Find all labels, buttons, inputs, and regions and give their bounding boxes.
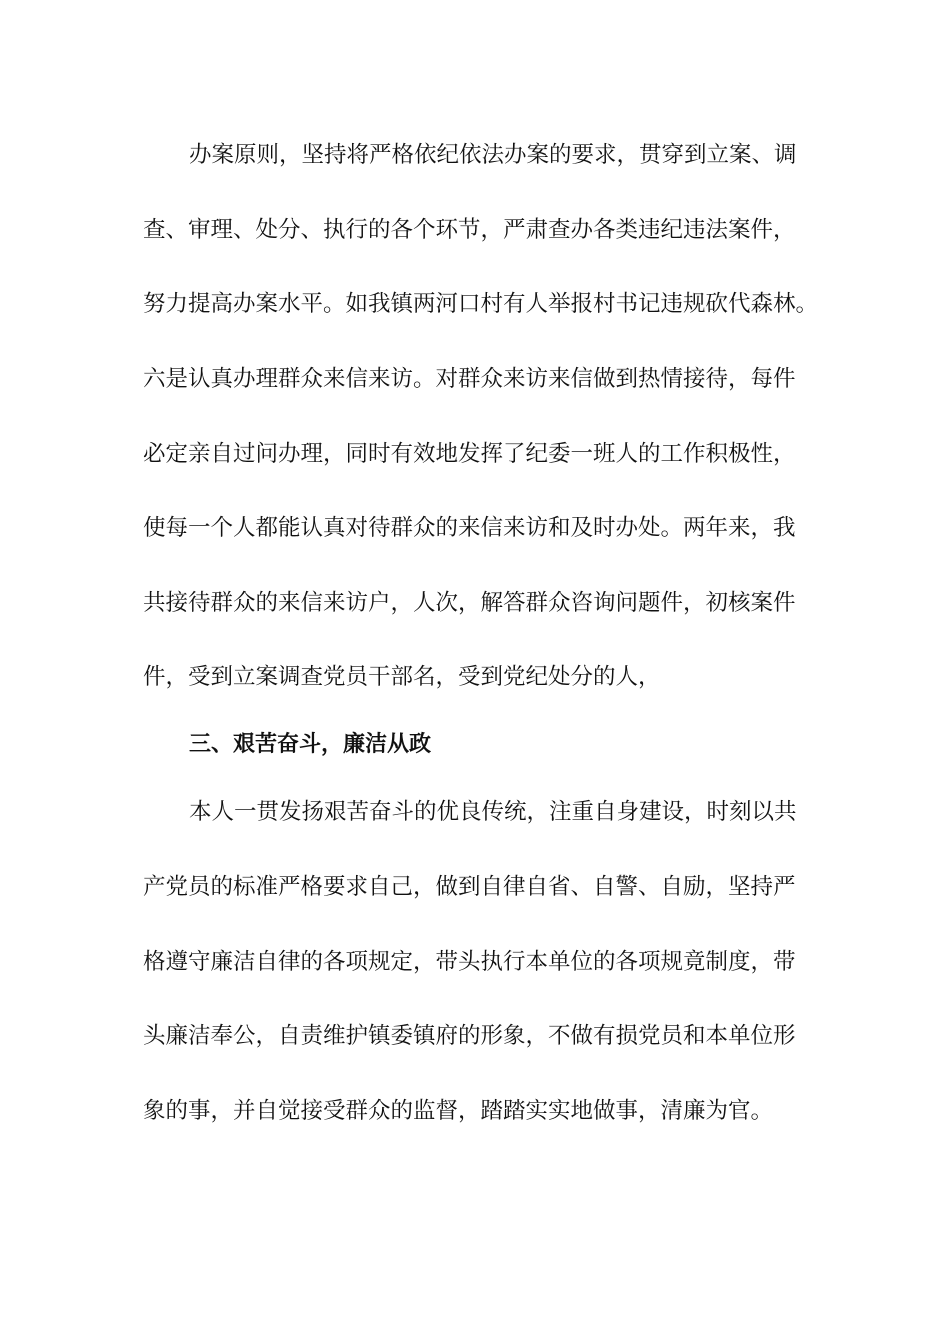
paragraph-line: 共接待群众的来信来访户，人次，解答群众咨询问题件，初核案件 xyxy=(143,590,796,616)
paragraph-line: 件，受到立案调查党员干部名，受到党纪处分的人， xyxy=(143,664,661,690)
paragraph-line: 查、审理、处分、执行的各个环节，严肃查办各类违纪违法案件， xyxy=(143,217,796,243)
paragraph-line: 格遵守廉洁自律的各项规定，带头执行本单位的各项规竟制度，带 xyxy=(143,949,796,975)
paragraph-line: 六是认真办理群众来信来访。对群众来访来信做到热情接待，每件 xyxy=(143,366,796,392)
paragraph-line: 必定亲自过问办理，同时有效地发挥了纪委一班人的工作积极性， xyxy=(143,441,796,467)
paragraph-line: 头廉洁奉公，自责维护镇委镇府的形象，不做有损党员和本单位形 xyxy=(143,1023,796,1049)
paragraph-line: 办案原则，坚持将严格依纪依法办案的要求，贯穿到立案、调 xyxy=(189,142,797,168)
paragraph-line: 努力提高办案水平。如我镇两河口村有人举报村书记违规砍代森林。 xyxy=(143,291,819,317)
paragraph-line: 使每一个人都能认真对待群众的来信来访和及时办处。两年来，我 xyxy=(143,515,796,541)
paragraph-line: 象的事，并自觉接受群众的监督，踏踏实实地做事，清廉为官。 xyxy=(143,1098,774,1124)
section-heading: 三、艰苦奋斗，廉洁从政 xyxy=(189,732,432,757)
paragraph-line: 产党员的标准严格要求自己，做到自律自省、自警、自励，坚持严 xyxy=(143,874,796,900)
paragraph-line: 本人一贯发扬艰苦奋斗的优良传统，注重自身建设，时刻以共 xyxy=(189,799,797,825)
